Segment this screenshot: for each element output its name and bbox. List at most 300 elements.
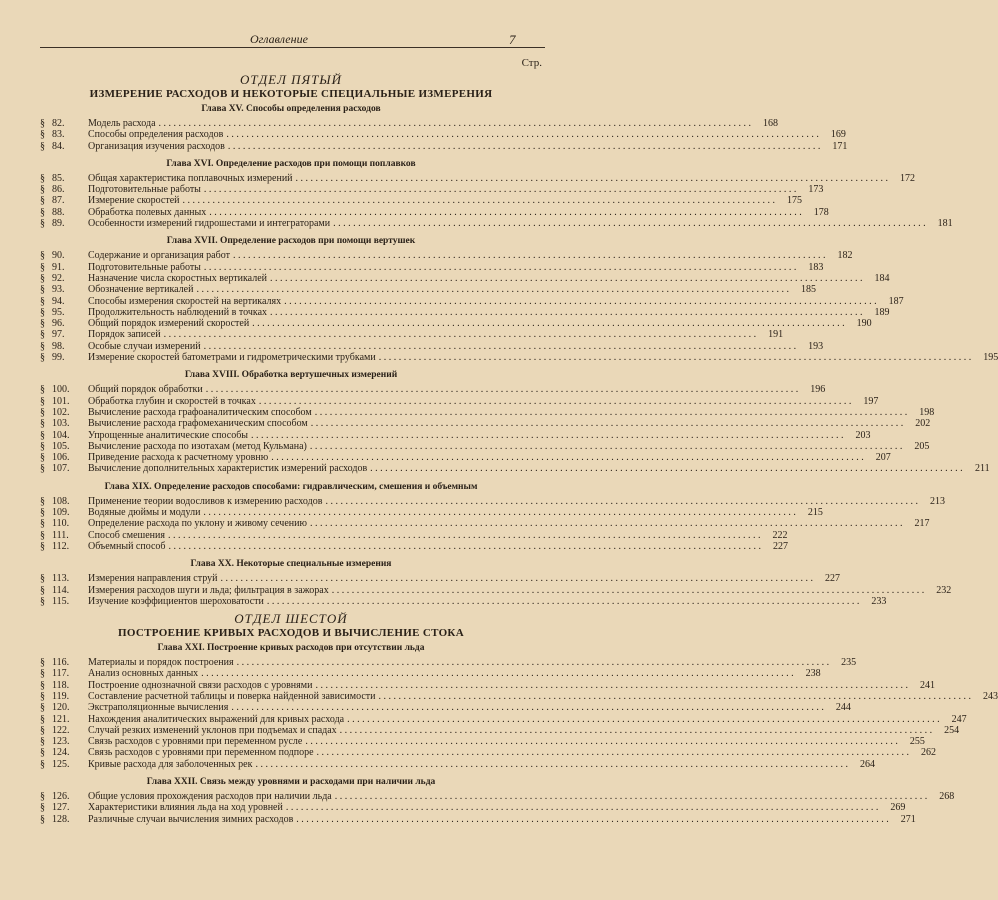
section-title: Модель расхода [88, 118, 156, 129]
toc-entry[interactable] [40, 306, 890, 318]
section-number: 115. [52, 595, 70, 607]
section-sign: § [40, 129, 45, 141]
section-sign: § [40, 218, 45, 230]
section-sign: § [40, 595, 45, 607]
section-page: 238 [805, 668, 821, 680]
toc-entry[interactable] [40, 329, 784, 341]
section-title: Построение однозначной связи расходов с уровнями [88, 679, 313, 691]
chapter-entries [40, 172, 953, 230]
section-sign: § [40, 529, 45, 541]
section-page: 233 [871, 595, 887, 607]
section-title: Организация изучения расходов [88, 140, 225, 152]
dot-leader [220, 573, 813, 584]
page-column-label: Стр. [521, 57, 542, 69]
section-title: Изучение коэффициентов шероховатости [88, 595, 264, 607]
dot-leader [259, 396, 852, 407]
dot-leader [206, 384, 799, 395]
section-number: 123. [52, 736, 70, 748]
dot-leader [315, 680, 908, 691]
dot-leader [284, 296, 877, 307]
section-sign: § [40, 463, 45, 475]
page-number: 7 [509, 32, 516, 47]
dot-leader [164, 329, 757, 340]
section-page: 183 [808, 261, 824, 273]
section-sign: § [40, 573, 45, 585]
section-page: 173 [808, 184, 824, 196]
dot-leader [255, 759, 848, 770]
toc-entry[interactable] [40, 584, 952, 596]
section-page: 227 [824, 573, 840, 585]
dot-leader [270, 273, 863, 284]
toc-entry[interactable] [40, 529, 788, 541]
toc-entry[interactable] [40, 802, 906, 814]
chapter-entries [40, 573, 952, 607]
section-page: 197 [863, 395, 879, 407]
section-page: 241 [919, 679, 935, 691]
section-number: 103. [52, 418, 70, 430]
section-page: 187 [888, 295, 904, 307]
dot-leader [310, 441, 903, 452]
section-page: 198 [919, 406, 935, 418]
toc-entry[interactable] [40, 495, 945, 507]
section-title: Подготовительные работы [88, 261, 201, 273]
section-page: 268 [939, 791, 955, 803]
section-number: 98. [52, 340, 65, 352]
toc-entry[interactable] [40, 195, 803, 207]
toc-entry[interactable] [40, 295, 904, 307]
section-title: Способы измерения скоростей на вертикалях [88, 295, 282, 307]
section-page: 169 [830, 129, 846, 141]
section-title: Особые случаи измерений [88, 340, 201, 352]
section-number: 109. [52, 507, 70, 519]
section-number: 117. [52, 668, 70, 680]
section-number: 106. [52, 452, 70, 464]
section-page: 262 [921, 747, 937, 759]
toc-entry[interactable] [40, 595, 887, 607]
section-title: Порядок записей [88, 329, 161, 341]
section-title: Кривые расхода для заболоченных рек [88, 758, 253, 770]
toc-entry[interactable] [40, 340, 824, 352]
section-page: 217 [914, 518, 930, 530]
section-title: Экстраполяционные вычисления [88, 702, 229, 714]
header-rule [40, 47, 545, 48]
dot-leader [370, 463, 963, 474]
section-number: 100. [52, 384, 70, 396]
section-sign: § [40, 690, 45, 702]
toc-entry[interactable] [40, 406, 935, 418]
running-header [40, 32, 545, 46]
section-number: 112. [52, 540, 70, 552]
dot-leader [317, 747, 910, 758]
dot-leader [315, 407, 908, 418]
section-title: Особенности измерений гидрошестами и интеграторами [88, 218, 331, 230]
section-page: 215 [807, 507, 823, 519]
section-sign: § [40, 713, 45, 725]
dot-leader [252, 318, 845, 329]
section-title: Вычисление дополнительных характеристик измерений расходов [88, 463, 368, 475]
dot-leader [169, 541, 762, 552]
section-title: Вычисление расхода по изотахам (метод Кульмана) [88, 440, 307, 452]
dot-leader [311, 418, 904, 429]
section-page: 247 [951, 713, 967, 725]
section-title: Вычисление расхода графоаналитическим способом [88, 406, 312, 418]
section-title: Характеристики влияния льда на ход уровней [88, 802, 283, 814]
toc-entry[interactable] [40, 218, 953, 230]
section-title: Анализ основных данных [88, 668, 199, 680]
section-number: 89. [52, 218, 65, 230]
dot-leader [228, 141, 821, 152]
dot-leader [231, 702, 824, 713]
chapter-entries [40, 118, 848, 152]
section-sign: § [40, 418, 45, 430]
section-page: 172 [900, 172, 916, 184]
section-title: Подготовительные работы [88, 184, 201, 196]
part-label: ОТДЕЛ ПЯТЫЙ [239, 72, 343, 87]
chapter-title: Глава XVIII. Обработка вертушечных измерений [184, 370, 398, 381]
section-title: Общая характеристика поплавочных измерений [88, 172, 293, 184]
section-title: Составление расчетной таблицы и поверка найденной зависимости [88, 690, 376, 702]
chapter-entries [40, 791, 955, 825]
running-title: Оглавление [250, 32, 308, 46]
part-title: ПОСТРОЕНИЕ КРИВЫХ РАСХОДОВ И ВЫЧИСЛЕНИЕ СТОКА [118, 627, 464, 640]
dot-leader [267, 596, 860, 607]
section-sign: § [40, 306, 45, 318]
section-page: 195 [983, 352, 998, 364]
toc-entry[interactable] [40, 573, 840, 585]
toc-entry[interactable] [40, 657, 857, 669]
section-page: 193 [808, 340, 824, 352]
section-number: 124. [52, 747, 70, 759]
section-number: 116. [52, 657, 70, 669]
toc-entry[interactable] [40, 440, 930, 452]
section-sign: § [40, 261, 45, 273]
section-sign: § [40, 584, 45, 596]
toc-entry[interactable] [40, 668, 821, 680]
section-sign: § [40, 329, 45, 341]
section-page: 205 [914, 440, 930, 452]
section-sign: § [40, 668, 45, 680]
toc-entry[interactable] [40, 452, 891, 464]
section-page: 222 [772, 529, 788, 541]
toc-entry[interactable] [40, 129, 846, 141]
section-sign: § [40, 791, 45, 803]
section-number: 91. [52, 261, 65, 273]
section-page: 184 [874, 272, 890, 284]
dot-leader [226, 129, 819, 140]
section-number: 90. [52, 250, 65, 262]
dot-leader [204, 184, 797, 195]
dot-leader [196, 284, 789, 295]
toc-entry[interactable] [40, 463, 990, 475]
section-sign: § [40, 452, 45, 464]
section-page: 178 [813, 206, 829, 218]
section-number: 119. [52, 690, 70, 702]
section-title: Связь расходов с уровнями при переменном подпоре [88, 747, 314, 759]
section-sign: § [40, 384, 45, 396]
section-sign: § [40, 250, 45, 262]
toc-entry[interactable] [40, 184, 824, 196]
section-title: Содержание и организация работ [88, 250, 230, 262]
section-sign: § [40, 802, 45, 814]
toc-entry[interactable] [40, 724, 960, 736]
section-page: 213 [929, 495, 945, 507]
section-title: Общий порядок обработки [88, 384, 203, 396]
section-number: 122. [52, 724, 70, 736]
section-number: 82. [52, 118, 65, 129]
toc-entry[interactable] [40, 679, 935, 691]
chapter-title: Глава XVII. Определение расходов при помощи вертушек [166, 236, 416, 247]
section-sign: § [40, 736, 45, 748]
section-sign: § [40, 758, 45, 770]
section-number: 108. [52, 495, 70, 507]
section-sign: § [40, 295, 45, 307]
section-title: Обозначение вертикалей [88, 284, 194, 296]
section-sign: § [40, 657, 45, 669]
section-sign: § [40, 206, 45, 218]
section-number: 99. [52, 352, 65, 364]
section-title: Случай резких изменений уклонов при подъемах и спадах [88, 724, 337, 736]
section-page: 203 [855, 429, 871, 441]
section-page: 243 [983, 690, 998, 702]
section-number: 104. [52, 429, 70, 441]
dot-leader [168, 530, 761, 541]
toc-entry[interactable] [40, 250, 853, 262]
toc-entry[interactable] [40, 352, 998, 364]
section-number: 114. [52, 584, 70, 596]
section-number: 101. [52, 395, 70, 407]
section-title: Измерения расходов шуги и льда; фильтрация в зажорах [88, 584, 329, 596]
section-title: Общий порядок измерений скоростей [88, 318, 250, 330]
section-sign: § [40, 406, 45, 418]
section-page: 254 [944, 724, 960, 736]
dot-leader [270, 307, 863, 318]
section-title: Вычисление расхода графомеханическим способом [88, 418, 308, 430]
section-sign: § [40, 429, 45, 441]
toc-entry[interactable] [40, 690, 998, 702]
section-title: Материалы и порядок построения [88, 657, 234, 669]
section-sign: § [40, 340, 45, 352]
toc-entry[interactable] [40, 140, 848, 152]
section-title: Упрощенные аналитические способы [88, 429, 249, 441]
section-sign: § [40, 118, 45, 129]
section-number: 86. [52, 184, 65, 196]
section-number: 95. [52, 306, 65, 318]
section-sign: § [40, 724, 45, 736]
dot-leader [335, 791, 928, 802]
section-sign: § [40, 702, 45, 714]
dot-leader [271, 452, 864, 463]
section-number: 113. [52, 573, 70, 585]
toc-entry[interactable] [40, 206, 829, 218]
section-sign: § [40, 284, 45, 296]
chapter-title: Глава XV. Способы определения расходов [201, 104, 381, 114]
toc-entry[interactable] [40, 747, 937, 759]
chapter-title: Глава XIX. Определение расходов способами: гидравлическим, смешения и объемным [104, 481, 478, 492]
section-number: 118. [52, 679, 70, 691]
toc-entry[interactable] [40, 318, 872, 330]
dot-leader [251, 430, 844, 441]
section-title: Применение теории водосливов к измерению расходов [88, 495, 323, 507]
section-sign: § [40, 507, 45, 519]
toc-entry[interactable] [40, 272, 890, 284]
section-page: 181 [937, 218, 953, 230]
toc-entry[interactable] [40, 791, 955, 803]
section-sign: § [40, 318, 45, 330]
table-of-contents [40, 56, 998, 825]
section-title: Различные случаи вычисления зимних расходов [88, 813, 294, 825]
toc-entry[interactable] [40, 736, 925, 748]
section-sign: § [40, 518, 45, 530]
section-sign: § [40, 140, 45, 152]
chapter-title: Глава XXII. Связь между уровнями и расходами при наличии льда [146, 777, 436, 788]
section-title: Связь расходов с уровнями при переменном русле [88, 736, 303, 748]
section-page: 255 [909, 736, 925, 748]
section-page: 264 [859, 758, 875, 770]
toc-entry[interactable] [40, 429, 871, 441]
section-number: 128. [52, 813, 70, 825]
section-title: Измерения направления струй [88, 573, 218, 585]
toc-entry[interactable] [40, 540, 788, 552]
chapter-entries [40, 495, 945, 552]
chapter-title: Глава XVI. Определение расходов при помощи поплавков [166, 158, 416, 169]
chapter-title: Глава XX. Некоторые специальные измерения [190, 559, 392, 570]
section-page: 227 [773, 540, 788, 552]
section-sign: § [40, 679, 45, 691]
dot-leader [233, 250, 826, 261]
toc-entry[interactable] [40, 261, 824, 273]
dot-leader [203, 507, 796, 518]
toc-entry[interactable] [40, 702, 851, 714]
section-page: 175 [787, 195, 803, 207]
toc-entry[interactable] [40, 284, 816, 296]
section-number: 87. [52, 195, 65, 207]
section-title: Обработка полевых данных [88, 206, 207, 218]
section-page: 185 [800, 284, 816, 296]
dot-leader [379, 352, 972, 363]
toc-entry[interactable] [40, 713, 967, 725]
section-number: 110. [52, 518, 70, 530]
section-title: Измерение скоростей [88, 195, 180, 207]
section-number: 127. [52, 802, 70, 814]
section-sign: § [40, 495, 45, 507]
section-page: 189 [874, 306, 890, 318]
section-sign: § [40, 272, 45, 284]
toc-entry[interactable] [40, 518, 930, 530]
dot-leader [201, 668, 794, 679]
section-number: 105. [52, 440, 70, 452]
toc-entry[interactable] [40, 507, 823, 519]
dot-leader [183, 195, 776, 206]
section-number: 111. [52, 529, 69, 541]
section-title: Измерение скоростей батометрами и гидрометрическими трубками [88, 352, 376, 364]
section-title: Объемный способ [88, 540, 166, 552]
chapter-entries [40, 384, 990, 475]
section-title: Определение расхода по уклону и живому сечению [88, 518, 307, 530]
dot-leader [286, 802, 879, 813]
parts-container [40, 72, 998, 825]
section-number: 120. [52, 702, 70, 714]
section-page: 196 [810, 384, 826, 396]
section-number: 85. [52, 172, 65, 184]
section-sign: § [40, 184, 45, 196]
dot-leader [325, 496, 918, 507]
section-title: Продолжительность наблюдений в точках [88, 306, 268, 318]
toc-entry[interactable] [40, 813, 916, 825]
section-title: Обработка глубин и скоростей в точках [88, 395, 256, 407]
section-title: Способ смешения [88, 529, 165, 541]
section-title: Назначение числа скоростных вертикалей [88, 272, 267, 284]
section-page: 202 [915, 418, 931, 430]
section-page: 190 [856, 318, 872, 330]
section-page: 232 [936, 584, 952, 596]
section-page: 191 [768, 329, 784, 341]
section-title: Нахождения аналитических выражений для кривых расхода [88, 713, 345, 725]
section-number: 94. [52, 295, 65, 307]
dot-leader [305, 736, 898, 747]
chapter-entries [40, 250, 998, 364]
section-title: Общие условия прохождения расходов при наличии льда [88, 791, 332, 803]
section-sign: § [40, 195, 45, 207]
section-sign: § [40, 440, 45, 452]
toc-entry[interactable] [40, 758, 875, 770]
toc-entry[interactable] [40, 172, 916, 184]
toc-entry[interactable] [40, 395, 879, 407]
section-number: 92. [52, 272, 65, 284]
dot-leader [204, 341, 797, 352]
dot-leader [159, 118, 752, 129]
section-number: 96. [52, 318, 65, 330]
section-page: 211 [975, 463, 990, 475]
section-number: 97. [52, 329, 65, 341]
section-page: 271 [900, 813, 916, 825]
section-sign: § [40, 747, 45, 759]
section-number: 93. [52, 284, 65, 296]
section-number: 84. [52, 140, 65, 152]
toc-entry[interactable] [40, 384, 826, 396]
section-number: 83. [52, 129, 65, 141]
section-sign: § [40, 395, 45, 407]
section-sign: § [40, 540, 45, 552]
dot-leader [296, 173, 889, 184]
section-number: 107. [52, 463, 70, 475]
section-title: Приведение расхода к расчетному уровню [88, 452, 269, 464]
section-page: 168 [763, 118, 779, 129]
section-title: Водяные дюймы и модули [88, 507, 201, 519]
section-page: 171 [832, 140, 848, 152]
section-page: 235 [841, 657, 857, 669]
section-sign: § [40, 813, 45, 825]
section-sign: § [40, 352, 45, 364]
dot-leader [209, 207, 802, 218]
toc-entry[interactable] [40, 418, 931, 430]
section-number: 121. [52, 713, 70, 725]
dot-leader [333, 218, 926, 229]
section-number: 88. [52, 206, 65, 218]
section-number: 125. [52, 758, 70, 770]
section-page: 207 [875, 452, 891, 464]
chapter-entries [40, 657, 998, 770]
part-title: ИЗМЕРЕНИЕ РАСХОДОВ И НЕКОТОРЫЕ СПЕЦИАЛЬНЫЕ ИЗМЕРЕНИЯ [89, 88, 493, 100]
section-page: 244 [835, 702, 851, 714]
toc-entry[interactable] [40, 118, 779, 129]
dot-leader [296, 814, 889, 825]
section-number: 102. [52, 406, 70, 418]
dot-leader [379, 691, 972, 702]
section-page: 182 [837, 250, 853, 262]
section-sign: § [40, 172, 45, 184]
dot-leader [310, 518, 903, 529]
section-number: 126. [52, 791, 70, 803]
